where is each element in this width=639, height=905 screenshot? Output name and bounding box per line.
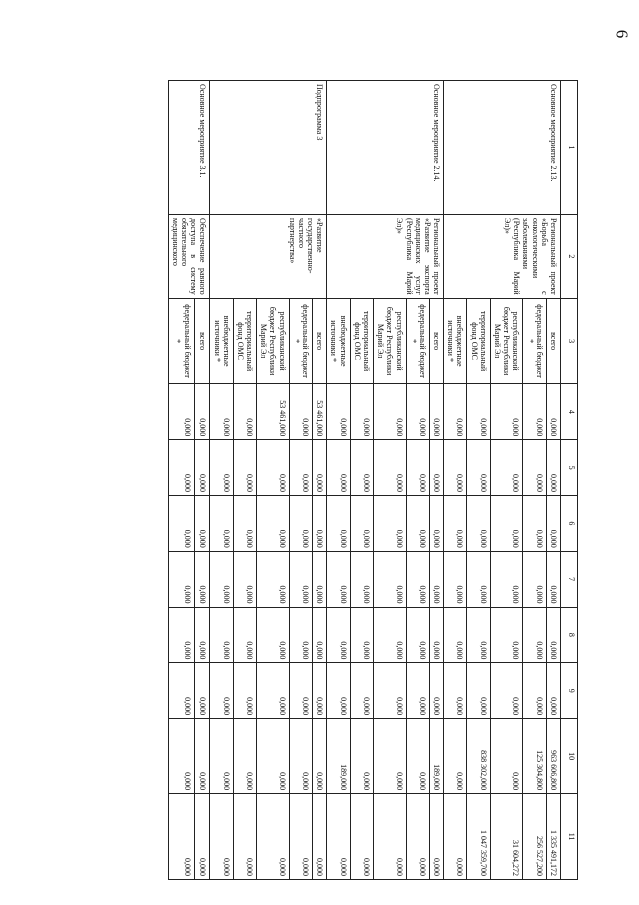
amount-cell: 0,000 [374, 440, 407, 496]
amount-cell: 125 304,800 [523, 719, 546, 794]
header-cell: 5 [561, 440, 578, 496]
amount-cell: 0,000 [467, 607, 490, 663]
table-row [313, 81, 327, 880]
funding-source-cell: республиканский бюджет Республики Марий Эл [490, 298, 523, 384]
amount-cell: 0,000 [350, 440, 373, 496]
amount-cell: 0,000 [327, 607, 350, 663]
amount-cell: 0,000 [406, 440, 429, 496]
amount-cell: 0,000 [429, 794, 443, 880]
amount-cell: 0,000 [374, 794, 407, 880]
amount-cell: 0,000 [194, 551, 210, 607]
amount-cell: 0,000 [210, 663, 233, 719]
amount-cell: 0,000 [350, 794, 373, 880]
amount-cell: 0,000 [350, 719, 373, 794]
amount-cell: 0,000 [194, 496, 210, 552]
amount-cell: 0,000 [257, 719, 290, 794]
table-row [546, 81, 560, 880]
amount-cell: 0,000 [289, 551, 312, 607]
amount-cell: 0,000 [210, 496, 233, 552]
amount-cell: 0,000 [289, 719, 312, 794]
amount-cell: 0,000 [233, 496, 256, 552]
amount-cell: 0,000 [523, 663, 546, 719]
amount-cell: 0,000 [467, 551, 490, 607]
amount-cell: 0,000 [444, 551, 467, 607]
amount-cell: 0,000 [168, 440, 194, 496]
amount-cell: 0,000 [429, 384, 443, 440]
amount-cell: 0,000 [546, 440, 560, 496]
amount-cell: 0,000 [467, 496, 490, 552]
amount-cell: 0,000 [210, 719, 233, 794]
amount-cell: 0,000 [194, 607, 210, 663]
amount-cell: 0,000 [327, 794, 350, 880]
amount-cell: 53 461,000 [257, 384, 290, 440]
funding-source-cell: внебюджетные источники * [327, 298, 350, 384]
amount-cell: 0,000 [210, 794, 233, 880]
amount-cell: 0,000 [374, 663, 407, 719]
amount-cell: 0,000 [168, 607, 194, 663]
amount-cell: 53 461,000 [313, 384, 327, 440]
rotated-table-container [38, 80, 578, 880]
amount-cell: 0,000 [490, 607, 523, 663]
amount-cell: 0,000 [546, 551, 560, 607]
amount-cell: 0,000 [444, 384, 467, 440]
amount-cell: 0,000 [257, 663, 290, 719]
activity-title-cell: Региональный проект «Борьба с онкологическими заболеваниями (Республика Марий Эл)» [444, 215, 561, 299]
table-row [194, 81, 210, 880]
amount-cell: 0,000 [490, 663, 523, 719]
amount-cell: 0,000 [168, 719, 194, 794]
amount-cell: 0,000 [168, 663, 194, 719]
amount-cell: 0,000 [313, 719, 327, 794]
header-cell: 7 [561, 551, 578, 607]
financing-table [168, 80, 578, 880]
amount-cell: 31 604,272 [490, 794, 523, 880]
table-body [168, 81, 560, 880]
amount-cell: 0,000 [257, 607, 290, 663]
funding-source-cell: территориальный фонд ОМС [233, 298, 256, 384]
page-number: 6 [611, 29, 631, 39]
amount-cell: 0,000 [444, 496, 467, 552]
amount-cell: 0,000 [429, 607, 443, 663]
amount-cell: 0,000 [546, 384, 560, 440]
funding-source-cell: территориальный фонд ОМС [350, 298, 373, 384]
header-cell: 9 [561, 663, 578, 719]
amount-cell: 0,000 [257, 496, 290, 552]
amount-cell: 0,000 [313, 551, 327, 607]
table-header [561, 81, 578, 880]
amount-cell: 0,000 [257, 440, 290, 496]
amount-cell: 0,000 [406, 551, 429, 607]
amount-cell: 0,000 [233, 440, 256, 496]
amount-cell: 0,000 [233, 607, 256, 663]
header-cell: 6 [561, 496, 578, 552]
amount-cell: 0,000 [406, 719, 429, 794]
amount-cell: 0,000 [406, 496, 429, 552]
activity-title-cell: Региональный проект «Развитие экспорта медицинских услуг (Республика Марий Эл)» [327, 215, 444, 299]
funding-source-cell: республиканский бюджет Республики Марий Эл [374, 298, 407, 384]
amount-cell: 0,000 [168, 551, 194, 607]
amount-cell: 0,000 [429, 551, 443, 607]
amount-cell: 0,000 [289, 607, 312, 663]
amount-cell: 0,000 [490, 440, 523, 496]
amount-cell: 0,000 [374, 551, 407, 607]
amount-cell: 0,000 [490, 384, 523, 440]
amount-cell: 0,000 [327, 384, 350, 440]
funding-source-cell: республиканский бюджет Республики Марий Эл [257, 298, 290, 384]
amount-cell: 0,000 [168, 794, 194, 880]
amount-cell: 0,000 [523, 384, 546, 440]
amount-cell: 0,000 [168, 496, 194, 552]
amount-cell: 0,000 [313, 794, 327, 880]
activity-name-cell: Основное мероприятие 3.1. [168, 81, 210, 215]
amount-cell: 0,000 [546, 663, 560, 719]
amount-cell: 0,000 [327, 440, 350, 496]
amount-cell: 0,000 [490, 719, 523, 794]
funding-source-cell: внебюджетные источники * [210, 298, 233, 384]
amount-cell: 0,000 [289, 440, 312, 496]
amount-cell: 0,000 [168, 384, 194, 440]
amount-cell: 0,000 [289, 496, 312, 552]
amount-cell: 0,000 [210, 440, 233, 496]
amount-cell: 0,000 [406, 384, 429, 440]
header-cell: 4 [561, 384, 578, 440]
activity-title-cell: «Развитие государственно-частного партнерства» [210, 215, 327, 299]
amount-cell: 0,000 [194, 719, 210, 794]
funding-source-cell: федеральный бюджет * [406, 298, 429, 384]
amount-cell: 0,000 [194, 384, 210, 440]
amount-cell: 0,000 [350, 551, 373, 607]
amount-cell: 963 606,800 [546, 719, 560, 794]
amount-cell: 0,000 [313, 607, 327, 663]
amount-cell: 0,000 [313, 496, 327, 552]
amount-cell: 0,000 [233, 663, 256, 719]
amount-cell: 0,000 [444, 440, 467, 496]
amount-cell: 0,000 [444, 794, 467, 880]
amount-cell: 0,000 [444, 719, 467, 794]
amount-cell: 189,000 [327, 719, 350, 794]
amount-cell: 0,000 [327, 496, 350, 552]
amount-cell: 0,000 [444, 663, 467, 719]
amount-cell: 0,000 [210, 551, 233, 607]
amount-cell: 838 302,000 [467, 719, 490, 794]
amount-cell: 0,000 [350, 496, 373, 552]
funding-source-cell: всего [429, 298, 443, 384]
header-cell: 1 [561, 81, 578, 215]
amount-cell: 0,000 [467, 384, 490, 440]
amount-cell: 0,000 [194, 794, 210, 880]
amount-cell: 0,000 [374, 384, 407, 440]
funding-source-cell: территориальный фонд ОМС [467, 298, 490, 384]
header-row [561, 81, 578, 880]
amount-cell: 0,000 [546, 607, 560, 663]
amount-cell: 0,000 [194, 440, 210, 496]
amount-cell: 0,000 [233, 551, 256, 607]
activity-title-cell: Обеспечение равного доступа в систему обязательного медицинского [168, 215, 210, 299]
amount-cell: 0,000 [490, 551, 523, 607]
amount-cell: 0,000 [210, 384, 233, 440]
header-cell: 10 [561, 719, 578, 794]
amount-cell: 0,000 [490, 496, 523, 552]
header-cell: 8 [561, 607, 578, 663]
amount-cell: 0,000 [327, 551, 350, 607]
header-cell: 2 [561, 215, 578, 299]
amount-cell: 0,000 [233, 719, 256, 794]
amount-cell: 0,000 [350, 384, 373, 440]
table-row [429, 81, 443, 880]
amount-cell: 0,000 [257, 794, 290, 880]
funding-source-cell: федеральный бюджет * [168, 298, 194, 384]
amount-cell: 0,000 [406, 663, 429, 719]
amount-cell: 0,000 [194, 663, 210, 719]
funding-source-cell: федеральный бюджет * [523, 298, 546, 384]
header-cell: 3 [561, 298, 578, 384]
amount-cell: 0,000 [444, 607, 467, 663]
amount-cell: 0,000 [523, 551, 546, 607]
header-cell: 11 [561, 794, 578, 880]
funding-source-cell: всего [194, 298, 210, 384]
activity-name-cell: Подпрограмма 3 [210, 81, 327, 215]
amount-cell: 0,000 [257, 551, 290, 607]
activity-name-cell: Основное мероприятие 2.14. [327, 81, 444, 215]
amount-cell: 0,000 [289, 794, 312, 880]
amount-cell: 0,000 [327, 663, 350, 719]
amount-cell: 1 047 359,700 [467, 794, 490, 880]
funding-source-cell: всего [546, 298, 560, 384]
amount-cell: 0,000 [289, 384, 312, 440]
amount-cell: 0,000 [374, 496, 407, 552]
amount-cell: 0,000 [467, 440, 490, 496]
amount-cell: 0,000 [429, 496, 443, 552]
amount-cell: 0,000 [350, 607, 373, 663]
amount-cell: 0,000 [429, 663, 443, 719]
amount-cell: 0,000 [233, 794, 256, 880]
funding-source-cell: внебюджетные источники * [444, 298, 467, 384]
amount-cell: 0,000 [210, 607, 233, 663]
amount-cell: 256 527,200 [523, 794, 546, 880]
amount-cell: 0,000 [233, 384, 256, 440]
amount-cell: 0,000 [546, 496, 560, 552]
amount-cell: 0,000 [523, 607, 546, 663]
amount-cell: 1 335 491,172 [546, 794, 560, 880]
activity-name-cell: Основное мероприятие 2.13. [444, 81, 561, 215]
funding-source-cell: федеральный бюджет * [289, 298, 312, 384]
amount-cell: 0,000 [406, 607, 429, 663]
amount-cell: 0,000 [406, 794, 429, 880]
amount-cell: 189,000 [429, 719, 443, 794]
amount-cell: 0,000 [467, 663, 490, 719]
amount-cell: 0,000 [313, 663, 327, 719]
amount-cell: 0,000 [289, 663, 312, 719]
amount-cell: 0,000 [350, 663, 373, 719]
amount-cell: 0,000 [523, 440, 546, 496]
amount-cell: 0,000 [429, 440, 443, 496]
amount-cell: 0,000 [374, 719, 407, 794]
amount-cell: 0,000 [374, 607, 407, 663]
amount-cell: 0,000 [313, 440, 327, 496]
funding-source-cell: всего [313, 298, 327, 384]
amount-cell: 0,000 [523, 496, 546, 552]
